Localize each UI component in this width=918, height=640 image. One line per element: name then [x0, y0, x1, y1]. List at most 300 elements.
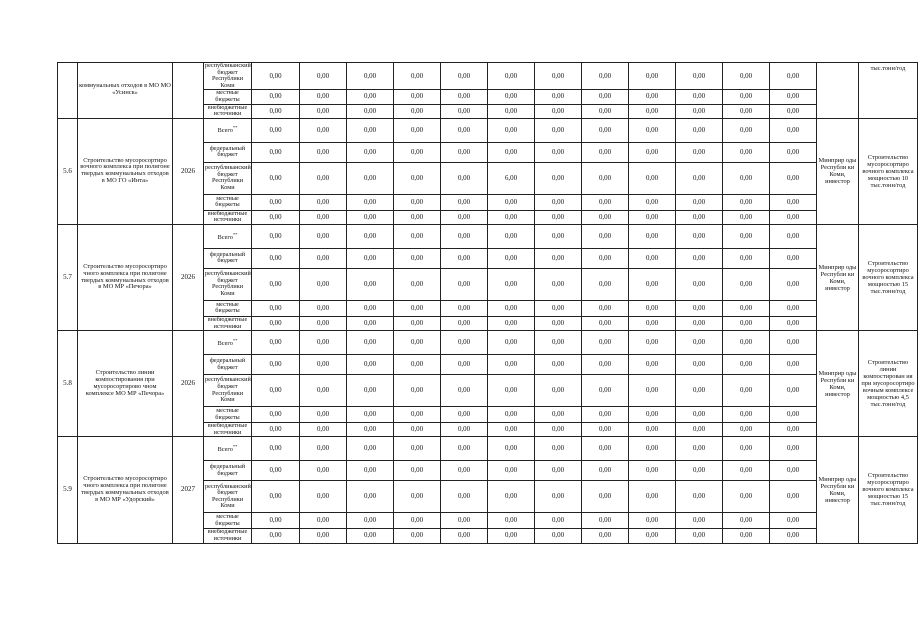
funding-source-cell [204, 316, 252, 330]
funding-source-cell [204, 513, 252, 529]
amount-cell: 0,00 [252, 210, 300, 224]
funding-source-label: федеральный бюджет [209, 357, 246, 371]
amount-cell: 0,00 [252, 437, 300, 461]
amount-cell: 0,00 [300, 529, 347, 543]
amount-cell: 0,00 [300, 461, 347, 481]
year-cell: 2026 [173, 331, 204, 437]
amount-cell: 0,00 [300, 162, 347, 194]
amount-cell: 0,00 [300, 316, 347, 330]
amount-cell: 0,00 [394, 162, 441, 194]
funding-source-label: республиканский бюджет Республики Коми [205, 270, 251, 298]
amount-cell: 0,00 [347, 316, 394, 330]
amount-cell: 0,00 [629, 437, 676, 461]
amount-cell: 0,00 [488, 513, 535, 529]
amount-cell: 0,00 [488, 300, 535, 316]
amount-cell: 0,00 [582, 481, 629, 513]
amount-cell: 0,00 [252, 481, 300, 513]
amount-cell: 0,00 [770, 331, 817, 355]
amount-cell: 0,00 [723, 63, 770, 90]
amount-cell: 0,00 [347, 142, 394, 162]
amount-cell: 0,00 [770, 268, 817, 300]
table-row [58, 224, 918, 248]
funding-source-cell [204, 268, 252, 300]
amount-cell: 0,00 [676, 423, 723, 437]
amount-cell: 0,00 [300, 63, 347, 90]
amount-cell: 0,00 [770, 194, 817, 210]
amount-cell: 0,00 [676, 162, 723, 194]
amount-cell: 0,00 [252, 90, 300, 104]
funding-source-label: Всего [217, 446, 233, 454]
amount-cell: 0,00 [770, 513, 817, 529]
funding-source-cell [204, 142, 252, 162]
amount-cell: 0,00 [629, 461, 676, 481]
amount-cell: 0,00 [582, 437, 629, 461]
funding-source-cell: местные бюджеты [204, 90, 252, 104]
amount-cell: 0,00 [488, 331, 535, 355]
amount-cell: 0,00 [676, 194, 723, 210]
section-number-cell: 5.8 [58, 331, 78, 437]
amount-cell: 0,00 [394, 513, 441, 529]
amount-cell: 0,00 [535, 210, 582, 224]
amount-cell: 6,00 [488, 162, 535, 194]
amount-cell: 0,00 [629, 162, 676, 194]
amount-cell: 0,00 [770, 90, 817, 104]
amount-cell: 0,00 [582, 355, 629, 375]
amount-cell: 0,00 [535, 513, 582, 529]
amount-cell: 0,00 [629, 268, 676, 300]
amount-cell: 0,00 [347, 375, 394, 407]
amount-cell: 0,00 [582, 316, 629, 330]
amount-cell: 0,00 [347, 90, 394, 104]
funding-source-label: республиканский бюджет Республики Коми [205, 482, 251, 510]
amount-cell: 0,00 [723, 104, 770, 118]
amount-cell: 0,00 [347, 461, 394, 481]
amount-cell: 0,00 [441, 481, 488, 513]
amount-cell: 0,00 [441, 63, 488, 90]
amount-cell: 0,00 [394, 316, 441, 330]
amount-cell: 0,00 [582, 63, 629, 90]
amount-cell: 0,00 [394, 407, 441, 423]
amount-cell: 0,00 [535, 461, 582, 481]
amount-cell: 0,00 [723, 162, 770, 194]
amount-cell: 0,00 [676, 90, 723, 104]
program-financing-table [57, 62, 918, 544]
amount-cell: 0,00 [770, 481, 817, 513]
amount-cell: 0,00 [347, 63, 394, 90]
funding-source-cell [204, 529, 252, 543]
footnote-marker: ** [232, 231, 238, 237]
funding-source-cell [204, 481, 252, 513]
funding-source-cell: внебюджетные источники [204, 104, 252, 118]
amount-cell: 0,00 [488, 90, 535, 104]
funding-source-label: республиканский бюджет Республики Коми [205, 164, 251, 191]
amount-cell: 0,00 [629, 142, 676, 162]
amount-cell: 0,00 [582, 142, 629, 162]
amount-cell: 0,00 [676, 375, 723, 407]
amount-cell: 0,00 [676, 481, 723, 513]
amount-cell: 0,00 [394, 300, 441, 316]
amount-cell: 0,00 [535, 300, 582, 316]
amount-cell: 0,00 [629, 355, 676, 375]
amount-cell: 0,00 [394, 529, 441, 543]
amount-cell: 0,00 [300, 331, 347, 355]
amount-cell: 0,00 [535, 104, 582, 118]
amount-cell: 0,00 [676, 224, 723, 248]
amount-cell: 0,00 [535, 248, 582, 268]
amount-cell: 0,00 [676, 331, 723, 355]
measure-name-cell: коммунальных отходов в МО МО «Усинск» [78, 63, 173, 119]
amount-cell: 0,00 [676, 355, 723, 375]
amount-cell: 0,00 [347, 268, 394, 300]
amount-cell: 0,00 [347, 355, 394, 375]
section-number-cell: 5.7 [58, 224, 78, 330]
amount-cell: 0,00 [252, 142, 300, 162]
result-cell: Строительство линии компостирован ия при мусоросортиро вочным комплексе мощностью 4,5 тыс.тонн/год [859, 331, 918, 437]
amount-cell: 0,00 [347, 162, 394, 194]
amount-cell: 0,00 [629, 407, 676, 423]
amount-cell: 0,00 [441, 355, 488, 375]
amount-cell: 0,00 [535, 142, 582, 162]
amount-cell: 0,00 [770, 63, 817, 90]
amount-cell: 0,00 [488, 248, 535, 268]
amount-cell: 0,00 [723, 142, 770, 162]
amount-cell: 0,00 [535, 355, 582, 375]
amount-cell: 0,00 [252, 316, 300, 330]
footnote-marker: ** [232, 443, 238, 449]
amount-cell: 0,00 [347, 513, 394, 529]
amount-cell: 0,00 [582, 331, 629, 355]
amount-cell: 0,00 [300, 90, 347, 104]
amount-cell: 0,00 [535, 90, 582, 104]
amount-cell: 0,00 [441, 268, 488, 300]
amount-cell: 0,00 [582, 529, 629, 543]
measure-name-cell: Строительство мусоросортиро чного комплекса при полигоне твердых коммунальных отходов в МО МР «Печора» [78, 224, 173, 330]
funding-source-cell [204, 248, 252, 268]
amount-cell: 0,00 [723, 248, 770, 268]
amount-cell: 0,00 [488, 355, 535, 375]
amount-cell: 0,00 [582, 224, 629, 248]
amount-cell: 0,00 [300, 407, 347, 423]
amount-cell: 0,00 [582, 118, 629, 142]
amount-cell: 0,00 [441, 118, 488, 142]
amount-cell: 0,00 [535, 481, 582, 513]
amount-cell: 0,00 [488, 423, 535, 437]
funding-source-label: внебюджетные источники [207, 528, 248, 542]
amount-cell: 0,00 [252, 194, 300, 210]
amount-cell: 0,00 [300, 142, 347, 162]
amount-cell: 0,00 [347, 224, 394, 248]
amount-cell: 0,00 [252, 513, 300, 529]
amount-cell: 0,00 [252, 162, 300, 194]
amount-cell: 0,00 [252, 331, 300, 355]
amount-cell: 0,00 [629, 481, 676, 513]
amount-cell: 0,00 [488, 437, 535, 461]
measure-name-cell: Строительство мусоросортиро чного комплекса при полигоне твердых коммунальных отходов в МО МР «Удорский» [78, 437, 173, 543]
amount-cell: 0,00 [252, 268, 300, 300]
amount-cell: 0,00 [441, 104, 488, 118]
funding-source-cell [204, 162, 252, 194]
amount-cell: 0,00 [676, 529, 723, 543]
amount-cell: 0,00 [441, 194, 488, 210]
amount-cell: 0,00 [252, 118, 300, 142]
year-cell: 2027 [173, 437, 204, 543]
amount-cell: 0,00 [676, 437, 723, 461]
funding-source-cell: республиканский бюджет Республики Коми [205, 62, 251, 89]
amount-cell: 0,00 [252, 104, 300, 118]
amount-cell: 0,00 [676, 248, 723, 268]
amount-cell: 0,00 [535, 194, 582, 210]
amount-cell: 0,00 [347, 248, 394, 268]
amount-cell: 0,00 [676, 210, 723, 224]
amount-cell: 0,00 [441, 407, 488, 423]
amount-cell: 0,00 [252, 224, 300, 248]
amount-cell: 0,00 [394, 423, 441, 437]
amount-cell: 0,00 [394, 268, 441, 300]
amount-cell: 0,00 [582, 268, 629, 300]
amount-cell: 0,00 [441, 461, 488, 481]
amount-cell: 0,00 [300, 437, 347, 461]
amount-cell: 0,00 [300, 224, 347, 248]
year-cell: 2026 [173, 118, 204, 224]
funding-source-label: местные бюджеты [215, 407, 240, 421]
amount-cell: 0,00 [488, 407, 535, 423]
amount-cell: 0,00 [488, 63, 535, 90]
amount-cell: 0,00 [441, 248, 488, 268]
amount-cell: 0,00 [347, 331, 394, 355]
amount-cell: 0,00 [252, 355, 300, 375]
amount-cell: 0,00 [723, 300, 770, 316]
section-number-cell [58, 63, 78, 119]
funding-source-label: федеральный бюджет [209, 463, 246, 477]
amount-cell: 0,00 [676, 63, 723, 90]
amount-cell: 0,00 [394, 104, 441, 118]
amount-cell: 0,00 [394, 224, 441, 248]
amount-cell: 0,00 [770, 104, 817, 118]
amount-cell: 0,00 [488, 194, 535, 210]
amount-cell: 0,00 [676, 513, 723, 529]
amount-cell: 0,00 [441, 300, 488, 316]
amount-cell: 0,00 [488, 461, 535, 481]
funding-source-label: федеральный бюджет [209, 250, 246, 265]
funding-source-cell [204, 224, 252, 248]
amount-cell: 0,00 [441, 423, 488, 437]
amount-cell: 0,00 [535, 118, 582, 142]
funding-source-label: внебюджетные источники [207, 315, 248, 330]
amount-cell: 0,00 [300, 248, 347, 268]
amount-cell: 0,00 [488, 104, 535, 118]
amount-cell: 0,00 [488, 268, 535, 300]
program-table-page [57, 62, 915, 544]
amount-cell: 0,00 [394, 210, 441, 224]
amount-cell: 0,00 [629, 90, 676, 104]
amount-cell: 0,00 [252, 461, 300, 481]
amount-cell: 0,00 [723, 423, 770, 437]
funding-source-cell [204, 210, 252, 224]
amount-cell: 0,00 [629, 300, 676, 316]
amount-cell: 0,00 [300, 194, 347, 210]
amount-cell: 0,00 [535, 162, 582, 194]
amount-cell: 0,00 [582, 162, 629, 194]
amount-cell: 0,00 [488, 224, 535, 248]
funding-source-cell [204, 407, 252, 423]
measure-name-cell: Строительство линии компостирования при мусоросортирово чном комплексе МО МР «Печора» [78, 331, 173, 437]
amount-cell: 0,00 [300, 355, 347, 375]
amount-cell: 0,00 [676, 316, 723, 330]
amount-cell: 0,00 [347, 529, 394, 543]
amount-cell: 0,00 [582, 248, 629, 268]
amount-cell: 0,00 [535, 268, 582, 300]
amount-cell: 0,00 [300, 268, 347, 300]
amount-cell: 0,00 [582, 407, 629, 423]
amount-cell: 0,00 [770, 162, 817, 194]
amount-cell: 0,00 [347, 437, 394, 461]
amount-cell: 0,00 [300, 375, 347, 407]
amount-cell: 0,00 [723, 210, 770, 224]
table-row [58, 118, 918, 142]
amount-cell: 0,00 [723, 407, 770, 423]
amount-cell: 0,00 [629, 224, 676, 248]
amount-cell: 0,00 [347, 481, 394, 513]
amount-cell: 0,00 [394, 194, 441, 210]
amount-cell: 0,00 [252, 63, 300, 90]
funding-source-label: внебюджетные источники [207, 209, 248, 224]
amount-cell: 0,00 [582, 104, 629, 118]
amount-cell: 0,00 [723, 224, 770, 248]
executor-cell: Минприр оды Республи ки Коми, инвестор [817, 118, 859, 224]
table-row [58, 63, 918, 90]
amount-cell: 0,00 [394, 461, 441, 481]
table-row [58, 331, 918, 355]
amount-cell: 0,00 [629, 118, 676, 142]
funding-source-cell [204, 437, 252, 461]
amount-cell: 0,00 [488, 118, 535, 142]
table-row [58, 437, 918, 461]
result-cell: Строительство мусоросортиро вочного комплекса мощностью 15 тыс.тонн/год [859, 224, 918, 330]
funding-source-label: федеральный бюджет [209, 144, 246, 159]
funding-source-cell [204, 331, 252, 355]
amount-cell: 0,00 [770, 375, 817, 407]
amount-cell: 0,00 [535, 316, 582, 330]
amount-cell: 0,00 [629, 423, 676, 437]
amount-cell: 0,00 [252, 300, 300, 316]
amount-cell: 0,00 [300, 104, 347, 118]
funding-source-label: Всего [217, 127, 233, 135]
section-number-cell: 5.9 [58, 437, 78, 543]
amount-cell: 0,00 [394, 248, 441, 268]
amount-cell: 0,00 [582, 423, 629, 437]
amount-cell: 0,00 [770, 210, 817, 224]
amount-cell: 0,00 [629, 375, 676, 407]
amount-cell: 0,00 [394, 355, 441, 375]
amount-cell: 0,00 [723, 481, 770, 513]
executor-cell: Минприр оды Республи ки Коми, инвестор [817, 437, 859, 543]
amount-cell: 0,00 [300, 210, 347, 224]
amount-cell: 0,00 [770, 224, 817, 248]
amount-cell: 0,00 [723, 194, 770, 210]
measure-name-cell: Строительство мусоросортиро вочного комплекса при полигоне твердых коммунальных отходов в МО ГО «Инта» [78, 118, 173, 224]
amount-cell: 0,00 [300, 513, 347, 529]
amount-cell: 0,00 [394, 481, 441, 513]
amount-cell: 0,00 [723, 331, 770, 355]
amount-cell: 0,00 [488, 481, 535, 513]
amount-cell: 0,00 [676, 104, 723, 118]
amount-cell: 0,00 [770, 355, 817, 375]
funding-source-cell [204, 355, 252, 375]
amount-cell: 0,00 [770, 437, 817, 461]
amount-cell: 0,00 [629, 331, 676, 355]
amount-cell: 0,00 [629, 248, 676, 268]
amount-cell: 0,00 [535, 407, 582, 423]
amount-cell: 0,00 [441, 529, 488, 543]
funding-source-label: Всего [217, 339, 233, 347]
result-cell: тыс.тонн/год [859, 63, 918, 119]
funding-source-label: местные бюджеты [215, 300, 240, 315]
amount-cell: 0,00 [300, 118, 347, 142]
executor-cell [817, 63, 859, 119]
amount-cell: 0,00 [723, 513, 770, 529]
funding-source-label: Всего [217, 233, 233, 241]
amount-cell: 0,00 [535, 423, 582, 437]
funding-source-label: местные бюджеты [215, 513, 240, 527]
footnote-marker: ** [232, 337, 238, 343]
amount-cell: 0,00 [252, 529, 300, 543]
amount-cell: 0,00 [770, 142, 817, 162]
amount-cell: 0,00 [582, 461, 629, 481]
funding-source-cell [204, 423, 252, 437]
amount-cell: 0,00 [770, 407, 817, 423]
amount-cell: 0,00 [347, 407, 394, 423]
amount-cell: 0,00 [394, 331, 441, 355]
amount-cell: 0,00 [488, 529, 535, 543]
amount-cell: 0,00 [300, 300, 347, 316]
amount-cell: 0,00 [441, 316, 488, 330]
amount-cell: 0,00 [723, 316, 770, 330]
year-cell [173, 63, 204, 119]
amount-cell: 0,00 [535, 224, 582, 248]
amount-cell: 0,00 [394, 437, 441, 461]
amount-cell: 0,00 [676, 268, 723, 300]
amount-cell: 0,00 [394, 118, 441, 142]
amount-cell: 0,00 [252, 248, 300, 268]
funding-source-cell [204, 118, 252, 142]
amount-cell: 0,00 [723, 437, 770, 461]
amount-cell: 0,00 [676, 461, 723, 481]
amount-cell: 0,00 [770, 529, 817, 543]
year-cell: 2026 [173, 224, 204, 330]
amount-cell: 0,00 [582, 194, 629, 210]
amount-cell: 0,00 [582, 210, 629, 224]
funding-source-label: местные бюджеты [215, 194, 240, 209]
amount-cell: 0,00 [676, 118, 723, 142]
amount-cell: 0,00 [629, 316, 676, 330]
amount-cell: 0,00 [347, 423, 394, 437]
amount-cell: 0,00 [394, 90, 441, 104]
amount-cell: 0,00 [441, 331, 488, 355]
amount-cell: 0,00 [676, 142, 723, 162]
amount-cell: 0,00 [629, 529, 676, 543]
amount-cell: 0,00 [347, 194, 394, 210]
funding-source-cell [204, 461, 252, 481]
amount-cell: 0,00 [252, 423, 300, 437]
amount-cell: 0,00 [441, 162, 488, 194]
amount-cell: 0,00 [723, 268, 770, 300]
amount-cell: 0,00 [441, 210, 488, 224]
funding-source-cell [204, 300, 252, 316]
amount-cell: 0,00 [629, 104, 676, 118]
amount-cell: 0,00 [488, 142, 535, 162]
amount-cell: 0,00 [582, 90, 629, 104]
amount-cell: 0,00 [535, 331, 582, 355]
